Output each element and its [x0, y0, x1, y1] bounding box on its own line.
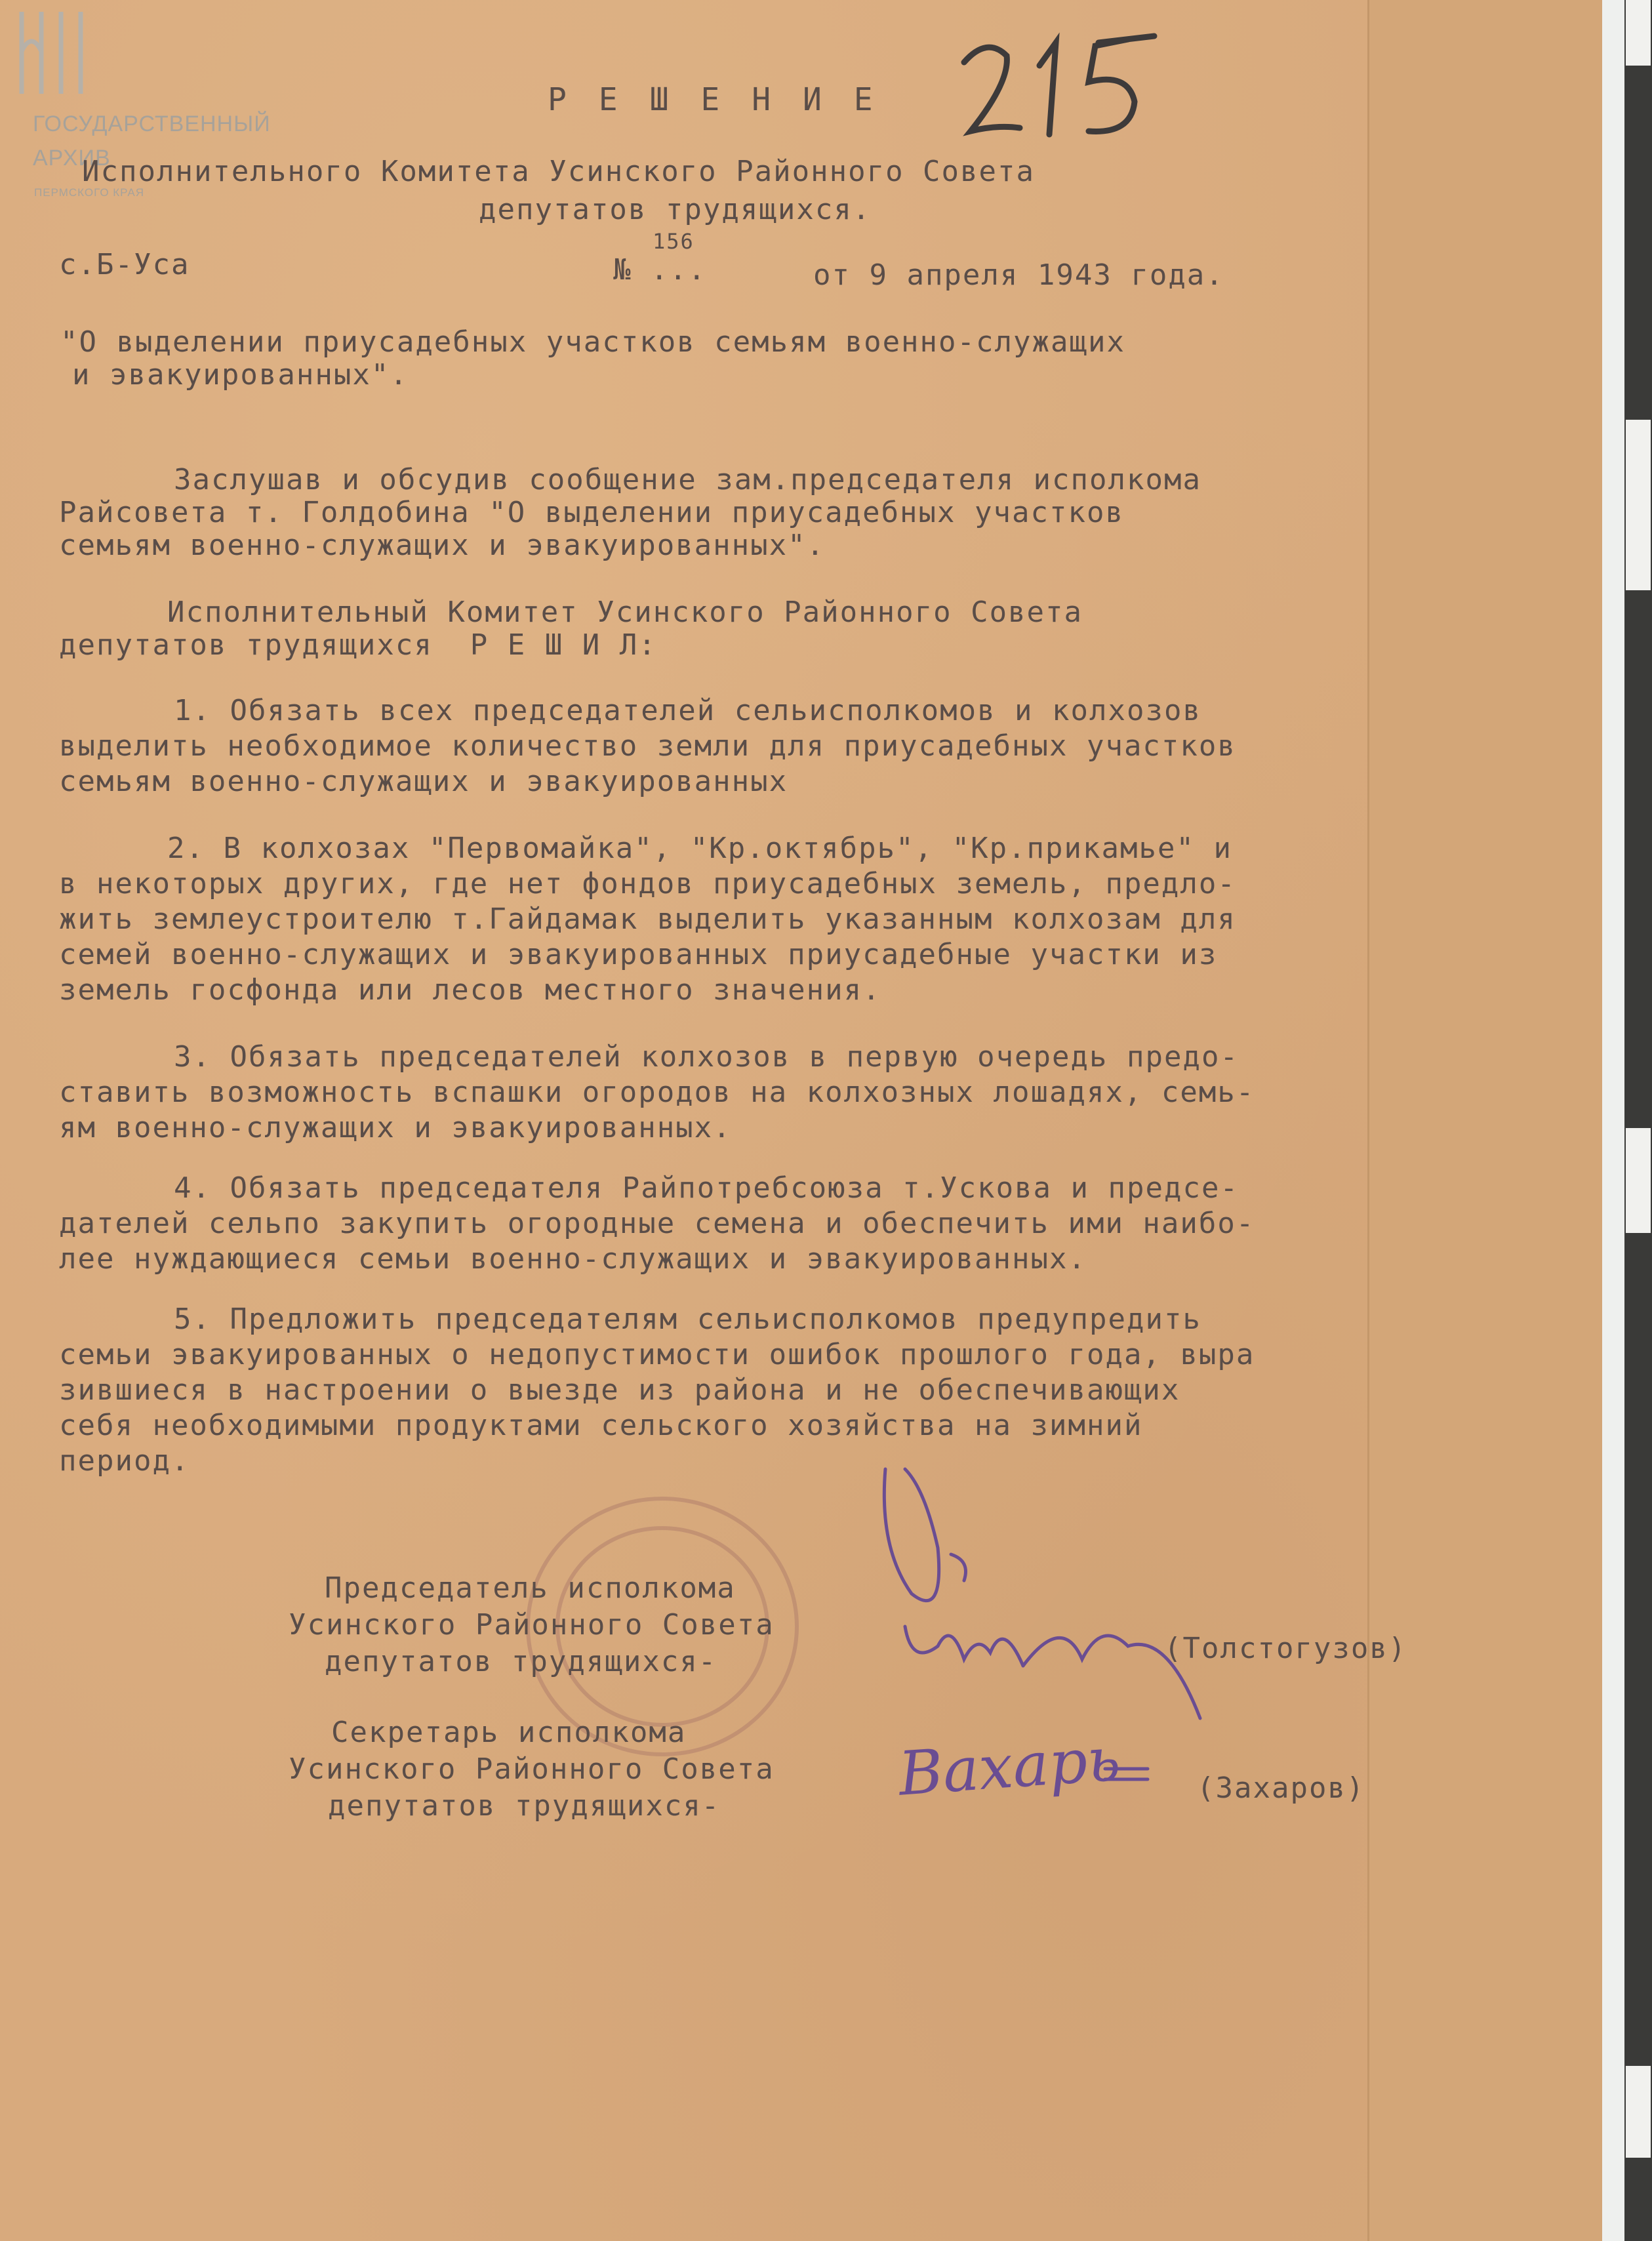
decided-line-2: депутатов трудящихся Р Е Ш И Л:	[59, 628, 657, 662]
scale-bar-segment	[1626, 2066, 1651, 2158]
scale-bar-segment	[1626, 420, 1651, 590]
signer1-title-line-2: Усинского Районного Совета	[289, 1608, 775, 1642]
paragraph-1-line-3: семьям военно-служащих и эвакуированных	[59, 765, 788, 798]
header-line-2: депутатов трудящихся.	[479, 193, 872, 226]
paragraph-5-line-2: семьи эвакуированных о недопустимости ошибок прошлого года, выра	[59, 1338, 1255, 1371]
paragraph-2-line-5: земель госфонда или лесов местного значения.	[59, 973, 881, 1007]
paragraph-3-line-2: ставить возможность вспашки огородов на колхозных лошадях, семь-	[59, 1076, 1255, 1109]
decided-line-1: Исполнительный Комитет Усинского Районного Совета	[167, 596, 1083, 629]
scale-bar-segment	[1626, 1128, 1651, 1233]
paragraph-1-line-2: выделить необходимое количество земли для приусадебных участков	[59, 729, 1236, 763]
document-title: Р Е Ш Е Н И Е	[548, 81, 879, 118]
subject-line-1: "О выделении приусадебных участков семьям военно-служащих	[60, 325, 1125, 359]
paragraph-1-line-1: 1. Обязать всех председателей сельисполкомов и колхозов	[174, 694, 1201, 727]
archive-logo-icon	[12, 5, 97, 97]
paragraph-5-line-1: 5. Предложить председателям сельисполкомов предупредить	[174, 1302, 1201, 1336]
subject-line-2: и эвакуированных".	[72, 358, 409, 392]
header-line-1: Исполнительного Комитета Усинского Районного Совета	[82, 155, 1036, 188]
paragraph-3-line-1: 3. Обязать председателей колхозов в первую очередь предо-	[174, 1040, 1239, 1074]
handwritten-number-icon	[957, 26, 1174, 151]
intro-line-2: Райсовета т. Голдобина "О выделении приусадебных участков	[59, 496, 1124, 529]
document-date: от 9 апреля 1943 года.	[813, 258, 1224, 292]
archive-logo-line2: АРХИВ	[33, 146, 111, 171]
paragraph-2-line-2: в некоторых других, где нет фондов приусадебных земель, предло-	[59, 867, 1236, 900]
document-number-label: № ...	[613, 253, 707, 287]
underlying-sheet-edge	[1367, 0, 1602, 2241]
signer1-title-line-1: Председатель исполкома	[325, 1571, 736, 1605]
signer1-title-line-3: депутатов трудящихся-	[325, 1645, 717, 1678]
paragraph-2-line-1: 2. В колхозах "Первомайка", "Кр.октябрь", "Кр.прикамье" и	[167, 832, 1232, 865]
intro-line-3: семьям военно-служащих и эвакуированных".	[59, 529, 826, 562]
paragraph-5-line-4: себя необходимыми продуктами сельского хозяйства на зимний	[59, 1409, 1143, 1442]
paragraph-2-line-3: жить землеустроителю т.Гайдамак выделить указанным колхозам для	[59, 902, 1236, 936]
document-place: с.Б-Уса	[59, 248, 190, 281]
signature-dash-icon	[1102, 1761, 1167, 1787]
signer2-name: (Захаров)	[1197, 1771, 1365, 1805]
signature-secretary: Вахарь	[896, 1724, 1123, 1809]
document-number-value: 156	[653, 229, 695, 254]
paragraph-4-line-1: 4. Обязать председателя Райпотребсоюза т.Ускова и предсе-	[174, 1171, 1239, 1205]
paragraph-4-line-3: лее нуждающиеся семьи военно-служащих и эвакуированных.	[59, 1242, 1087, 1276]
scanner-edge	[1624, 0, 1652, 2241]
paragraph-5-line-5: период.	[59, 1444, 190, 1478]
paragraph-4-line-2: дателей сельпо закупить огородные семена и обеспечить ими наибо-	[59, 1207, 1255, 1240]
intro-line-1: Заслушав и обсудив сообщение зам.председателя исполкома	[174, 463, 1201, 496]
signer2-title-line-1: Секретарь исполкома	[331, 1716, 687, 1749]
signer2-title-line-2: Усинского Районного Совета	[289, 1752, 775, 1786]
archive-page-number	[957, 26, 1174, 153]
paragraph-2-line-4: семей военно-служащих и эвакуированных приусадебные участки из	[59, 938, 1218, 971]
signer2-title-line-3: депутатов трудящихся-	[328, 1789, 721, 1823]
paragraph-5-line-3: зившиеся в настроении о выезде из района и не обеспечивающих	[59, 1373, 1180, 1407]
scanner-background	[1600, 0, 1624, 2241]
scale-bar-segment	[1626, 0, 1651, 66]
signer1-name: (Толстогузов)	[1164, 1632, 1407, 1665]
paragraph-3-line-3: ям военно-служащих и эвакуированных.	[59, 1111, 732, 1144]
archive-logo-subtitle: ПЕРМСКОГО КРАЯ	[34, 186, 144, 199]
archive-logo-line1: ГОСУДАРСТВЕННЫЙ	[33, 111, 271, 136]
signature-chairman-icon	[866, 1449, 1207, 1725]
